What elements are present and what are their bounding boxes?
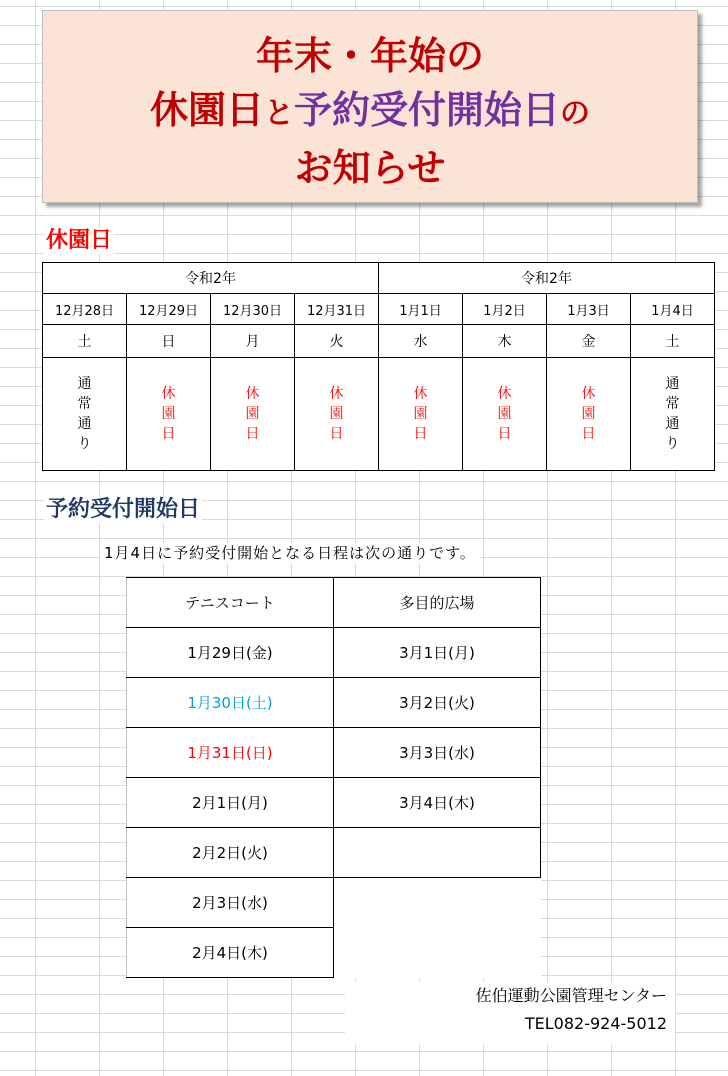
- title-banner: [42, 10, 698, 203]
- era-cell: 令和2年: [379, 263, 715, 294]
- weekday-cell: 日: [127, 325, 211, 358]
- tennis-date-cell: 2月1日(月): [127, 778, 334, 828]
- tennis-date-cell: 2月4日(木): [127, 928, 334, 978]
- weekday-cell: 木: [463, 325, 547, 358]
- status-text: 休園日: [161, 386, 176, 442]
- weekday-cell: 火: [295, 325, 379, 358]
- booking-schedule-table: [126, 577, 541, 978]
- title-line-3: お知らせ: [294, 146, 446, 190]
- plaza-date-cell: 3月2日(火): [334, 678, 541, 728]
- era-row: [43, 263, 715, 294]
- status-text: 休園日: [245, 386, 260, 442]
- closed-days-heading: 休園日: [46, 228, 113, 253]
- telephone-number: TEL082-924-5012: [524, 1014, 667, 1033]
- status-cell: [631, 358, 715, 471]
- tennis-date-cell: 1月29日(金): [127, 628, 334, 678]
- plaza-date-cell: 3月1日(月): [334, 628, 541, 678]
- title-closed-days: 休園日: [149, 88, 264, 132]
- status-cell: [211, 358, 295, 471]
- tennis-date-cell: 1月31日(日): [127, 728, 334, 778]
- schedule-row: [127, 678, 541, 728]
- title-line-1: 年末・年始の: [255, 34, 484, 78]
- status-row: [43, 358, 715, 471]
- empty-cell: [334, 878, 541, 928]
- weekday-cell: 土: [43, 325, 127, 358]
- date-cell: 12月31日: [295, 294, 379, 325]
- era-cell: 令和2年: [43, 263, 379, 294]
- empty-cell: [334, 928, 541, 978]
- schedule-row: [127, 728, 541, 778]
- date-cell: 12月29日: [127, 294, 211, 325]
- date-cell: 12月28日: [43, 294, 127, 325]
- status-text: 休園日: [497, 386, 512, 442]
- date-cell: 1月2日: [463, 294, 547, 325]
- status-text: 休園日: [581, 386, 596, 442]
- weekday-cell: 月: [211, 325, 295, 358]
- schedule-row: [127, 628, 541, 678]
- schedule-row: [127, 778, 541, 828]
- tennis-date-cell: 2月3日(水): [127, 878, 334, 928]
- plaza-date-cell: 3月3日(水): [334, 728, 541, 778]
- date-cell: 1月4日: [631, 294, 715, 325]
- weekday-row: [43, 325, 715, 358]
- closed-days-table: [42, 262, 715, 471]
- weekday-cell: 金: [547, 325, 631, 358]
- status-text: 休園日: [413, 386, 428, 442]
- date-row: [43, 294, 715, 325]
- schedule-row: [127, 828, 541, 878]
- weekday-cell: 土: [631, 325, 715, 358]
- status-text: 通常通り: [77, 376, 92, 452]
- date-cell: 12月30日: [211, 294, 295, 325]
- weekday-cell: 水: [379, 325, 463, 358]
- plaza-column-header: 多目的広場: [334, 578, 541, 628]
- title-particle-no: の: [560, 96, 591, 131]
- tennis-column-header: テニスコート: [127, 578, 334, 628]
- status-text: 休園日: [329, 386, 344, 442]
- status-cell: [43, 358, 127, 471]
- status-cell: [127, 358, 211, 471]
- plaza-date-cell: [334, 828, 541, 878]
- tennis-date-cell: 2月2日(火): [127, 828, 334, 878]
- schedule-header-row: [127, 578, 541, 628]
- plaza-date-cell: 3月4日(木): [334, 778, 541, 828]
- organization-name: 佐伯運動公園管理センター: [475, 986, 667, 1005]
- date-cell: 1月3日: [547, 294, 631, 325]
- date-cell: 1月1日: [379, 294, 463, 325]
- booking-start-heading: 予約受付開始日: [46, 497, 201, 522]
- schedule-row: [127, 928, 541, 978]
- status-cell: [547, 358, 631, 471]
- status-cell: [295, 358, 379, 471]
- title-booking-start: 予約受付開始日: [294, 88, 561, 132]
- status-cell: [463, 358, 547, 471]
- title-line-2: [43, 83, 697, 141]
- tennis-date-cell: 1月30日(土): [127, 678, 334, 728]
- schedule-row: [127, 878, 541, 928]
- status-text: 通常通り: [665, 376, 680, 452]
- booking-intro-text: 1月4日に予約受付開始となる日程は次の通りです。: [100, 543, 480, 563]
- title-particle-to: と: [264, 96, 294, 131]
- status-cell: [379, 358, 463, 471]
- footer-contact: [345, 982, 675, 1044]
